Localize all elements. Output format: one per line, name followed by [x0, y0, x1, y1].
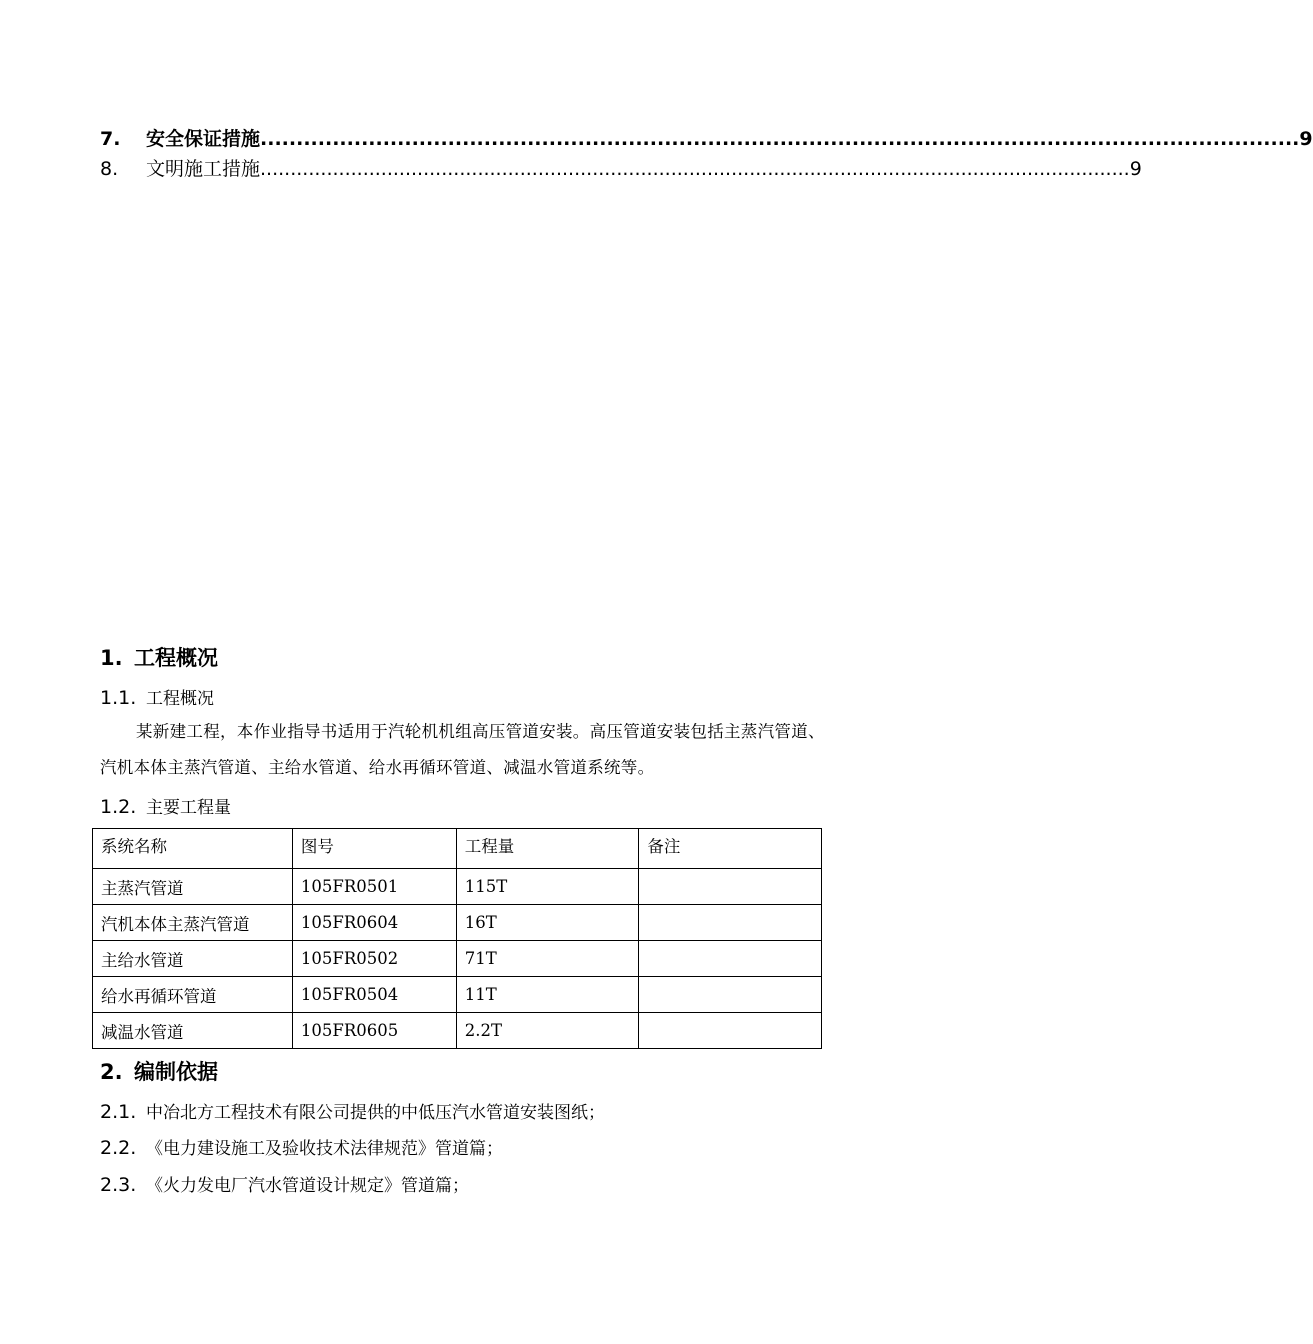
- toc-number: 8.: [100, 158, 119, 180]
- quantity-table: [92, 828, 822, 1049]
- table-cell: 主蒸汽管道: [93, 869, 293, 905]
- table-cell: 16T: [456, 905, 639, 941]
- basis-item-2-2: [100, 1134, 503, 1159]
- basis-item-2-1: [100, 1098, 605, 1123]
- table-row: [93, 977, 822, 1013]
- item-number: 2.1.: [100, 1101, 137, 1123]
- toc-leader: ................................................................................................................................................: [260, 158, 1130, 180]
- toc-title: 安全保证措施: [146, 128, 261, 150]
- table-cell: 主给水管道: [93, 941, 293, 977]
- table-cell: 11T: [456, 977, 639, 1013]
- toc-title: 文明施工措施: [146, 158, 261, 180]
- item-text: 《电力建设施工及验收技术法律规范》管道篇；: [146, 1139, 503, 1159]
- subsection-title: 工程概况: [146, 689, 214, 709]
- table-cell: 减温水管道: [93, 1013, 293, 1049]
- section-number: 2.: [100, 1060, 123, 1084]
- toc-entry-7[interactable]: [100, 124, 1313, 151]
- table-cell: 汽机本体主蒸汽管道: [93, 905, 293, 941]
- table-cell: 105FR0502: [292, 941, 456, 977]
- toc-leader: ................................................................................................................................................: [260, 128, 1300, 150]
- table-cell: 105FR0605: [292, 1013, 456, 1049]
- table-cell: [639, 869, 822, 905]
- subsection-title: 主要工程量: [146, 798, 231, 818]
- overview-paragraph: 某新建工程，本作业指导书适用于汽轮机机组高压管道安装。高压管道安装包括主蒸汽管道、汽机本体主蒸汽管道、主给水管道、给水再循环管道、减温水管道系统等。: [100, 722, 825, 777]
- item-number: 2.2.: [100, 1137, 137, 1159]
- table-row: [93, 1013, 822, 1049]
- table-header-cell: 图号: [292, 829, 456, 869]
- toc-entry-8[interactable]: [100, 154, 1142, 181]
- table-cell: 105FR0604: [292, 905, 456, 941]
- table-header-cell: 工程量: [456, 829, 639, 869]
- toc-number: 7.: [100, 128, 121, 150]
- section-number: 1.: [100, 646, 123, 670]
- item-text: 中冶北方工程技术有限公司提供的中低压汽水管道安装图纸；: [146, 1103, 605, 1123]
- table-cell: 2.2T: [456, 1013, 639, 1049]
- subsection-number: 1.1.: [100, 687, 137, 709]
- section-title: 编制依据: [134, 1060, 218, 1084]
- section-heading-1: [100, 642, 218, 672]
- table-cell: 105FR0501: [292, 869, 456, 905]
- table-header-cell: 备注: [639, 829, 822, 869]
- section-heading-2: [100, 1056, 218, 1086]
- subsection-heading-1-2: [100, 793, 231, 818]
- table-row: [93, 941, 822, 977]
- table-cell: 71T: [456, 941, 639, 977]
- table-cell: 115T: [456, 869, 639, 905]
- toc-page-number: 9: [1129, 158, 1142, 180]
- table-row: [93, 905, 822, 941]
- table-cell: [639, 941, 822, 977]
- toc-page-number: 9: [1299, 128, 1313, 150]
- basis-item-2-3: [100, 1171, 469, 1196]
- table-cell: [639, 905, 822, 941]
- table-cell: [639, 977, 822, 1013]
- table-cell: 105FR0504: [292, 977, 456, 1013]
- table-cell: 给水再循环管道: [93, 977, 293, 1013]
- subsection-heading-1-1: [100, 684, 214, 709]
- section-title: 工程概况: [134, 646, 218, 670]
- item-text: 《火力发电厂汽水管道设计规定》管道篇；: [146, 1176, 469, 1196]
- table-row: [93, 869, 822, 905]
- table-cell: [639, 1013, 822, 1049]
- table-header-row: [93, 829, 822, 869]
- item-number: 2.3.: [100, 1174, 137, 1196]
- table-header-cell: 系统名称: [93, 829, 293, 869]
- subsection-number: 1.2.: [100, 796, 137, 818]
